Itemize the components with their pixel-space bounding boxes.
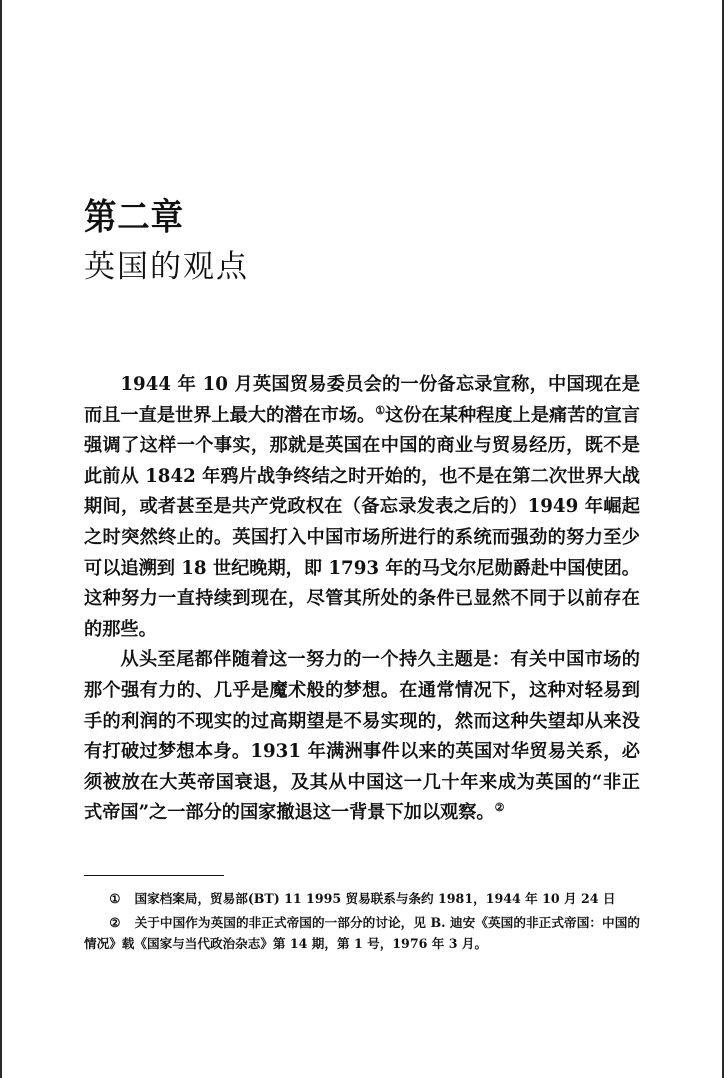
chapter-title: 英国的观点 [84,249,249,285]
footnote-divider [84,875,224,876]
footnote-1-text: 国家档案局，贸易部(BT) 11 1995 贸易联系与条约 1981，1944 年 10 月 24 日 [134,891,616,906]
paragraph-2 [84,645,640,829]
paragraph-1-text-continued: 这份在某种程度上是痛苦的宣言强调了这样一个事实，那就是英国在中国的商业与贸易经历，既不是此前从 1842 年鸦片战争终结之时开始的，也不是在第二次世界大战期间，或者甚至是共产党政权在（备忘录发表之后的）1949 年崛起之时突然终止的。英国打入中国市场所进行的系统而强劲的努力至少可以追溯到 18 世纪晚期，即 1793 年的马戈尔尼勋爵赴中国使团。这种努力一直持续到现在，尽管其所处的条件已显然不同于以前存在的那些。 [84,404,640,640]
paragraph-1-text: 1944 年 10 月英国贸易委员会的一份备忘录宣称，中国现在是而且一直是世界上最大的潜在市场。 [84,374,640,426]
footnote-2 [84,912,640,954]
footnote-ref-1: ① [375,403,386,417]
footnote-2-mark: ② [109,915,121,930]
footnote-1 [84,888,640,909]
footnotes [84,888,640,957]
footnote-ref-2: ② [494,801,505,815]
footnote-2-text: 关于中国作为英国的非正式帝国的一部分的讨论，见 B. 迪安《英国的非正式帝国：中国的情况》载《国家与当代政治杂志》第 14 期，第 1 号，1976 年 3 月。 [84,915,640,951]
body-text [84,370,640,829]
scan-right-edge [722,0,724,1078]
footnote-1-mark: ① [109,891,121,906]
paragraph-2-text: 从头至尾都伴随着这一努力的一个持久主题是：有关中国市场的那个强有力的、几乎是魔术般的梦想。在通常情况下，这种对轻易到手的利润的不现实的过高期望是不易实现的，然而这种失望却从来没有打破过梦想本身。1931 年满洲事件以来的英国对华贸易关系，必须被放在大英帝国衰退，及其从中国这一几十年来成为英国的“非正式帝国”之一部分的国家撤退这一背景下加以观察。 [84,649,640,824]
paragraph-1 [84,370,640,645]
scan-left-edge [0,0,2,1078]
chapter-number: 第二章 [84,197,184,238]
